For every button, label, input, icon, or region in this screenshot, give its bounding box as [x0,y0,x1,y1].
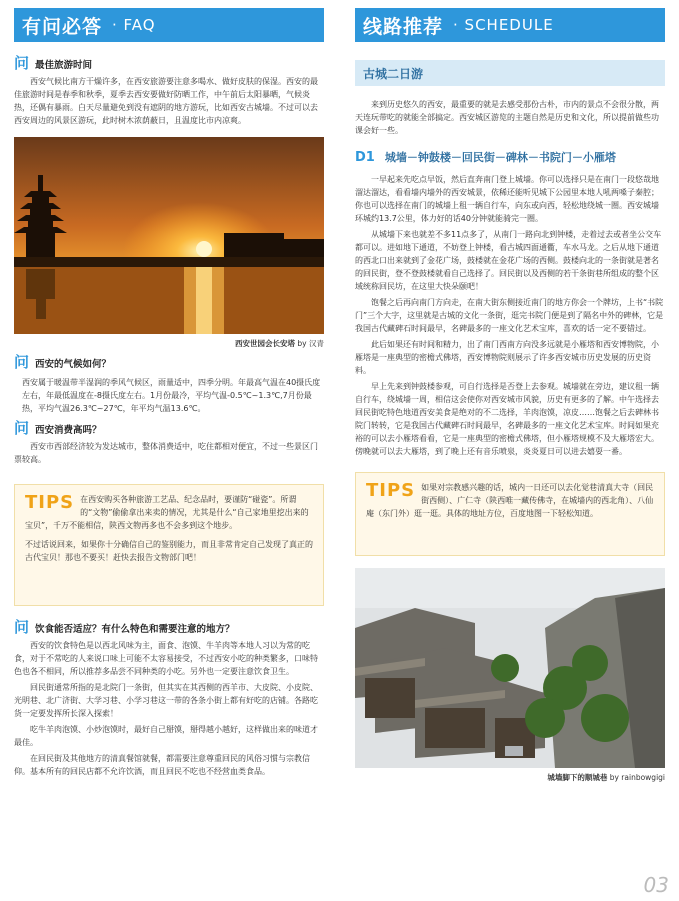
tips-box [355,472,665,556]
route-paragraph: 饱餐之后再向南门方向走，在南大街东侧接近南门的地方你会一个牌坊，上书“书院门”三个大字，这里就是古城的文化一条街，逛完书院门便是到了隔名中外的碑林，它是我国古代藏碑石时间最早，名碑最多的一座文化艺术宝库，喜欢的话一定不要错过。 [355,298,664,333]
faq-cost [14,421,324,466]
question-icon: 问 [14,54,30,72]
tips-title: TIPS [25,492,75,513]
sunset-pagoda-image [14,137,324,334]
answer-text: 吃牛羊肉泡馍、小炒泡馍时，最好自己掰馍，掰得越小越好，这样做出来的味道才最佳。 [14,725,318,747]
route-paragraph: 早上先来到钟鼓楼参观，可自行选择是否登上去参观。城墙就在旁边，建议租一辆自行车，绕城墙一周，相信这会使你对西安城市风貌，历史有更多的了解。中午选择去回民街吃特色地道西安美食是绝对的不二选择，羊肉泡馍，凉皮……饱餐之后去碑林书院门转转，它是我国古代藏碑石时间最早，名碑最多的一座文化艺术宝库。时间如果充裕的可以去小雁塔看看，它是一座典型的密檐式佛塔，但小雁塔规模不及大雁塔宏大。傍晚就可以去大雁塔，到了晚上还有音乐喷泉，炎炎夏日可以进去嬉耍一番。 [355,382,659,456]
route-paragraph: 此后如果还有时间和精力，出了南门西南方向没多远就是小雁塔和西安博物院，小雁塔是一座典型的密檐式佛塔，西安博物院则展示了许多西安城市历史发展的历史资料。 [355,340,659,375]
question-title: 西安的气候如何？ [35,358,112,370]
faq-food [14,620,324,778]
question-heading [14,355,324,370]
question-heading [14,421,324,436]
answer-text: 西安的饮食特色是以西北风味为主，面食、泡馍、牛羊肉等本地人习以为常的吃食，对于不常吃的人来说口味上可能不太容易接受，不过西安小吃的种类繁多，口味特色也各不相同，所以推荐多品尝不同种类的小吃。另外也一定要注意饮食卫生。 [14,641,318,676]
route-intro: 来到历史悠久的西安，最重要的就是去感受那份古朴，市内的景点不会很分散，两天连玩带吃的就能全部搞定。西安城区游览的主题自然是历史和文化，所以提前做些功课会好一些。 [355,100,659,135]
route-paragraph: 一早起来先吃点早饭，然后直奔南门登上城墙。你可以选择只是在南门一段悠哉地溜达溜达，看看墙内墙外的西安城景，依稀还能听见城下公园里本地人吼两嗓子秦腔；你也可以选择在南门的城墙上租一辆自行车，向东或向西，轻松地绕城一圈。西安城墙环城约13.7公里，体力好的话40分钟就能骑完一圈。 [355,175,659,223]
schedule-title-en: · SCHEDULE [453,16,554,34]
right-column [355,8,665,783]
photo-caption: 西安世园会长安塔 by 汉青 [235,339,324,348]
photo-changan-tower [14,137,324,334]
answer-text: 在回民街及其他地方的清真餐馆就餐，都需要注意尊重回民的风俗习惯与宗教信仰。基本所有的回民店都不允许饮酒，而且回民不吃也不经营血类食品。 [14,754,310,776]
left-column [14,8,324,778]
day-route: 城墙－钟鼓楼－回民街－碑林－书院门－小雁塔 [384,151,616,164]
day-heading [355,149,665,165]
day-label: D1 [355,149,375,165]
question-heading [14,620,324,635]
faq-banner [14,8,324,42]
tips-text: 在西安购买各种旅游工艺品、纪念品时，要谨防“碰瓷”。所谓的“文物”偷偷拿出来卖的情况，尤其是什么“自己家地里挖出来的宝贝”，千万不能相信，陕西文物再多也不会多到这个地步。 [25,495,309,530]
tips-title: TIPS [366,480,416,501]
faq-climate [14,355,324,415]
question-title: 西安消费高吗？ [35,424,102,436]
question-icon: 问 [14,353,30,371]
question-title: 最佳旅游时间 [35,59,93,71]
tips-text: 如果对宗教感兴趣的话，城内一日还可以去化觉巷清真大寺（回民街西侧）、广仁寺（陕西唯一藏传佛寺，在城墙内的西北角）、八仙庵（东门外）逛一逛。具体的地址方位，百度地图一下轻松知道。 [366,483,654,518]
schedule-banner [355,8,665,42]
route-paragraph: 从城墙下来也就差不多11点多了，从南门一路向北到钟楼，走着过去或者坐公交车都可以。进如地下通道，不妨登上钟楼，看古城四面通衢，车水马龙。之后从地下通道的西北口出来就到了金花广场，鼓楼就在金花广场的西侧。鼓楼向北的一条街就是著名的回民街，登不登鼓楼就看自己选择了。回民街以及西侧的若干条街巷所组成的整个区域统称回民坊，在这里大快朵颐吧！ [355,230,662,291]
tips-box [14,484,324,606]
old-town-street-image [355,568,665,768]
faq-title: 有问必答 [22,15,103,38]
page-number: 03 [643,873,669,897]
photo-shuncheng-lane [355,568,665,768]
schedule-title: 线路推荐 [363,15,444,38]
answer-text: 西安市西部经济较为发达城市，整体消费适中，吃住都相对便宜，不过一些景区门票较高。 [14,442,318,464]
answer-text: 西安气候比南方干燥许多，在西安旅游要注意多喝水、做好皮肤的保湿。西安的最佳旅游时间是春季和秋季，夏季去西安要做好防晒工作，中午前后太阳暴晒，气候炎热，还偶有暴雨。白天尽量避免到没有遮阴的地方游玩，比如西安古城墙。不过可以去西安周边的风景区游玩，此时树木浓荫蔽日，且温度比市内凉爽。 [14,77,318,125]
question-heading [14,56,324,71]
question-icon: 问 [14,618,30,636]
tips-text: 不过话说回来，如果你十分确信自己的鉴别能力，而且非常肯定自己发现了真正的古代宝贝！那也不要买！赶快去报告文物部门吧！ [25,540,313,562]
answer-text: 回民街通常所指的是北院门一条街，但其实在其西侧的西羊市、大皮院、小皮院、光明巷、北广济街、大学习巷、小学习巷这一带的各条小街上都有好吃的店铺。各路吃货一定要发挥所长深入探索！ [14,683,318,718]
answer-text: 西安属于暖温带半湿润的季风气候区，雨量适中，四季分明。年最高气温在40摄氏度左右，年最低温度在-8摄氏度左右。1月份最冷，平均气温-0.5℃~1.3℃,7月份最热，平均气温26.3℃~27℃，年平均气温13.6℃。 [22,378,321,413]
route-subtitle: 古城二日游 [355,60,665,86]
question-icon: 问 [14,419,30,437]
faq-best-time [14,56,324,127]
question-title: 饮食能否适应？有什么特色和需要注意的地方？ [35,623,235,635]
photo-caption: 城墙脚下的顺城巷 by rainbowgigi [547,773,665,782]
faq-title-en: · FAQ [112,16,156,34]
